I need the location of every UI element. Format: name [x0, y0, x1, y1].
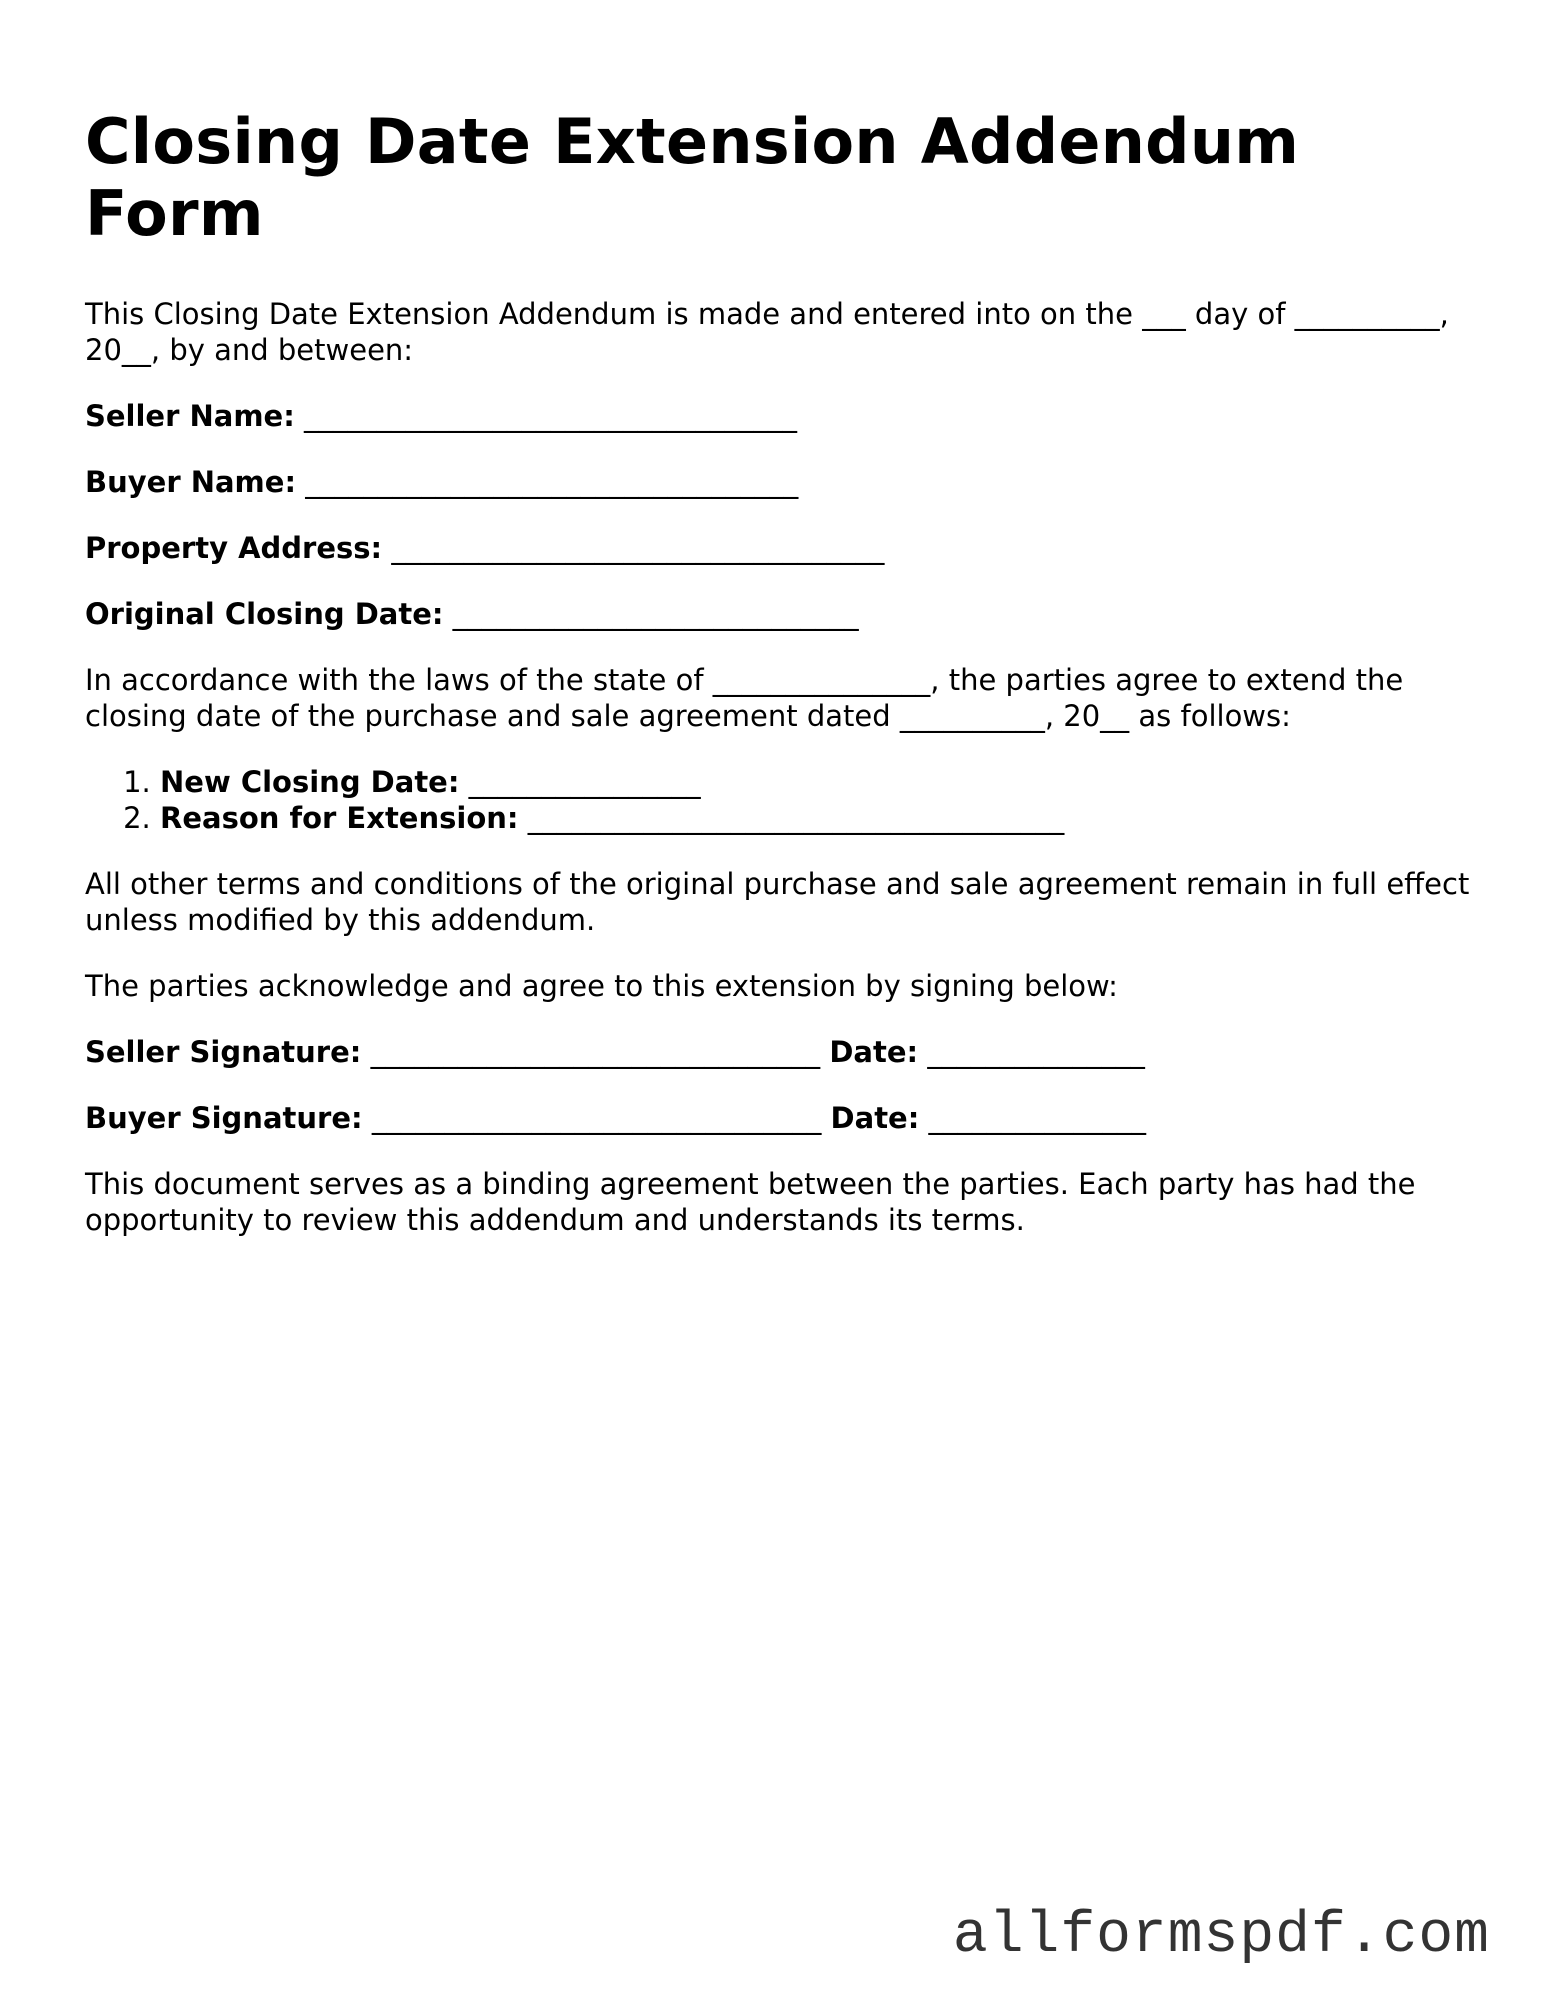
seller-signature-label: Seller Signature:: [85, 1035, 362, 1069]
buyer-signature-blank: _______________________________: [362, 1101, 831, 1135]
extension-terms-list: [85, 764, 1475, 836]
site-watermark: allformspdf.com: [952, 1904, 1490, 1969]
seller-name-blank: __________________________________: [294, 399, 798, 433]
buyer-name-field: [85, 464, 1475, 500]
buyer-signature-field: [85, 1100, 1475, 1136]
document-page: [85, 106, 1475, 1268]
term-blank: ________________: [459, 765, 701, 799]
buyer-date-blank: _______________: [919, 1101, 1147, 1135]
seller-name-field: [85, 398, 1475, 434]
seller-signature-blank: _______________________________: [361, 1035, 830, 1069]
buyer-date-label: Date:: [830, 1101, 920, 1135]
term-new-closing-date: [160, 764, 1475, 800]
seller-signature-field: [85, 1034, 1475, 1070]
term-label: New Closing Date:: [160, 765, 460, 799]
other-terms-paragraph: All other terms and conditions of the original purchase and sale agreement remain in full effect unless modified by this addendum.: [85, 867, 1470, 937]
document-title: Closing Date Extension Addendum Form: [85, 105, 1300, 250]
term-reason-for-extension: [160, 800, 1475, 836]
term-label: Reason for Extension:: [160, 801, 519, 835]
buyer-signature-label: Buyer Signature:: [85, 1101, 363, 1135]
property-address-blank: __________________________________: [382, 531, 885, 565]
term-blank: _____________________________________: [518, 801, 1065, 835]
buyer-name-label: Buyer Name:: [85, 465, 297, 499]
seller-date-label: Date:: [829, 1035, 919, 1069]
intro-paragraph: This Closing Date Extension Addendum is made and entered into on the ___ day of __________, 20__, by and between:: [85, 297, 1449, 367]
buyer-name-blank: __________________________________: [296, 465, 799, 499]
closing-paragraph: This document serves as a binding agreement between the parties. Each party has had the opportunity to review this addendum and understands its terms.: [85, 1167, 1416, 1237]
original-closing-date-label: Original Closing Date:: [85, 597, 444, 631]
original-closing-date-blank: ____________________________: [443, 597, 859, 631]
property-address-label: Property Address:: [85, 531, 383, 565]
seller-date-blank: _______________: [918, 1035, 1145, 1069]
accordance-paragraph: In accordance with the laws of the state of _______________, the parties agree to extend the closing date of the purchase and sale agreement dated __________, 20__ as follows:: [85, 663, 1404, 733]
acknowledge-paragraph: The parties acknowledge and agree to this extension by signing below:: [85, 969, 1118, 1003]
property-address-field: [85, 530, 1475, 566]
original-closing-date-field: [85, 596, 1475, 632]
seller-name-label: Seller Name:: [85, 399, 295, 433]
